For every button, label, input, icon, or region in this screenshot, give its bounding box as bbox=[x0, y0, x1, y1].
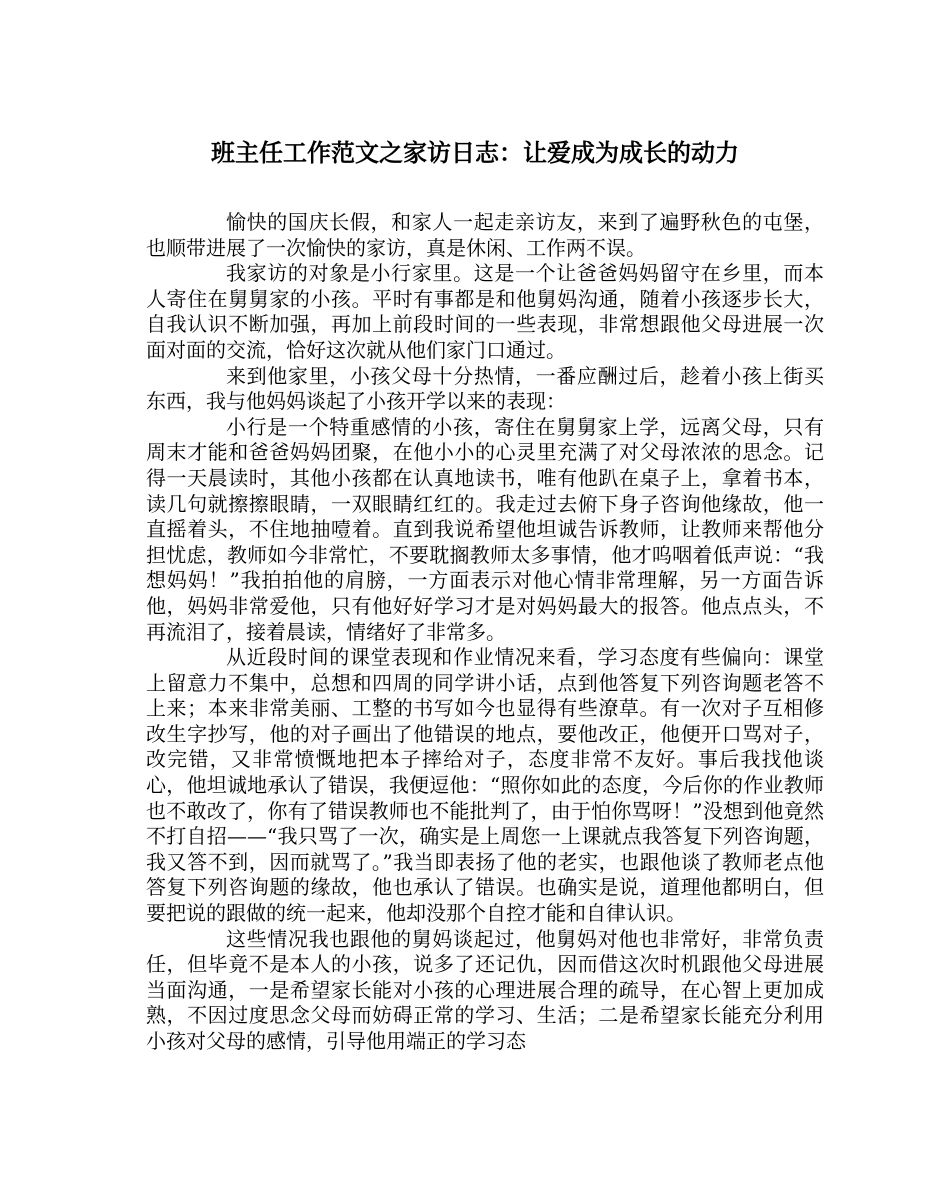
paragraph-6: 这些情况我也跟他的舅妈谈起过，他舅妈对他也非常好，非常负责任，但毕竟不是本人的小孩，说多了还记仇，因而借这次时机跟他父母进展当面沟通，一是希望家长能对小孩的心理进展合理的疏导，在心智上更加成熟，不因过度思念父母而妨碍正常的学习、生活；二是希望家长能充分利用小孩对父母的感情，引导他用端正的学习态 bbox=[146, 926, 824, 1053]
document-body bbox=[146, 210, 824, 1055]
paragraph-3: 来到他家里，小孩父母十分热情，一番应酬过后，趁着小孩上街买东西，我与他妈妈谈起了小孩开学以来的表现： bbox=[146, 363, 824, 414]
paragraph-1: 愉快的国庆长假，和家人一起走亲访友，来到了遍野秋色的屯堡，也顺带进展了一次愉快的家访，真是休闲、工作两不误。 bbox=[146, 210, 824, 260]
paragraph-5: 从近段时间的课堂表现和作业情况来看，学习态度有些偏向：课堂上留意力不集中，总想和四周的同学讲小话，点到他答复下列咨询题老答不上来；本来非常美丽、工整的书写如今也显得有些潦草。有一次对子互相修改生字抄写，他的对子画出了他错误的地点，要他改正，他便开口骂对子，改完错，又非常愤慨地把本子摔给对子，态度非常不友好。事后我找他谈心，他坦诚地承认了错误，我便逗他：“照你如此的态度，今后你的作业教师也不敢改了，你有了错误教师也不能批判了，由于怕你骂呀！”没想到他竟然不打自招——“我只骂了一次，确实是上周您一上课就点我答复下列咨询题，我又答不到，因而就骂了。”我当即表扬了他的老实，也跟他谈了教师老点他答复下列咨询题的缘故，他也承认了错误。也确实是说，道理他都明白，但要把说的跟做的统一起来，他却没那个自控才能和自律认识。 bbox=[146, 645, 824, 926]
paragraph-2: 我家访的对象是小行家里。这是一个让爸爸妈妈留守在乡里，而本人寄住在舅舅家的小孩。平时有事都是和他舅妈沟通，随着小孩逐步长大，自我认识不断加强，再加上前段时间的一些表现，非常想跟他父母进展一次面对面的交流，恰好这次就从他们家门口通过。 bbox=[146, 261, 824, 362]
document-title: 班主任工作范文之家访日志：让爱成为成长的动力 bbox=[211, 138, 739, 167]
paragraph-4: 小行是一个特重感情的小孩，寄住在舅舅家上学，远离父母，只有周末才能和爸爸妈妈团聚，在他小小的心灵里充满了对父母浓浓的思念。记得一天晨读时，其他小孩都在认真地读书，唯有他趴在桌子上，拿着书本，读几句就擦擦眼睛，一双眼睛红红的。我走过去俯下身子咨询他缘故，他一直摇着头，不住地抽噎着。直到我说希望他坦诚告诉教师，让教师来帮他分担忧虑，教师如今非常忙，不要耽搁教师太多事情，他才呜咽着低声说：“我想妈妈！”我拍拍他的肩膀，一方面表示对他心情非常理解，另一方面告诉他，妈妈非常爱他，只有他好好学习才是对妈妈最大的报答。他点点头，不再流泪了，接着晨读，情绪好了非常多。 bbox=[146, 414, 824, 644]
